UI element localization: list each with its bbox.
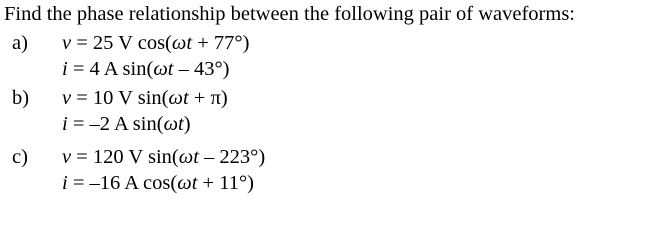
part-a-label: a): [12, 32, 28, 54]
equation-tail: + 77°): [192, 32, 250, 54]
part-b-label: b): [12, 87, 30, 109]
omega-t: ωt: [178, 146, 199, 168]
omega-t: ωt: [171, 32, 193, 54]
current-symbol: i: [62, 172, 68, 194]
current-symbol: i: [62, 58, 68, 80]
part-a-current-equation: [62, 57, 230, 81]
voltage-symbol: v: [62, 87, 72, 109]
omega-t: ωt: [163, 113, 184, 135]
part-c-label: c): [12, 146, 28, 168]
equation-tail: + 11°): [197, 172, 254, 194]
current-symbol: i: [62, 113, 68, 135]
equation-body: = –16 A cos(: [67, 172, 178, 194]
equation-body: = 4 A sin(: [67, 58, 154, 80]
part-c-current-equation: [62, 171, 254, 195]
part-a-voltage-equation: [62, 31, 249, 55]
part-c-voltage-equation: [62, 145, 265, 169]
equation-tail: + π): [188, 87, 228, 109]
equation-body: = 120 V sin(: [71, 146, 179, 168]
omega-t: ωt: [168, 87, 189, 109]
problem-statement: Find the phase relationship between the following pair of waveforms:: [4, 3, 576, 25]
omega-t: ωt: [177, 172, 198, 194]
part-b-voltage-equation: [62, 86, 228, 110]
equation-tail: – 223°): [198, 146, 266, 168]
equation-tail: ): [183, 113, 191, 135]
part-b-current-equation: [62, 112, 191, 136]
voltage-symbol: v: [62, 146, 72, 168]
equation-tail: – 43°): [173, 58, 230, 80]
equation-body: = 25 V cos(: [71, 32, 172, 54]
voltage-symbol: v: [62, 32, 72, 54]
equation-body: = –2 A sin(: [67, 113, 164, 135]
equation-body: = 10 V sin(: [71, 87, 169, 109]
omega-t: ωt: [153, 58, 174, 80]
